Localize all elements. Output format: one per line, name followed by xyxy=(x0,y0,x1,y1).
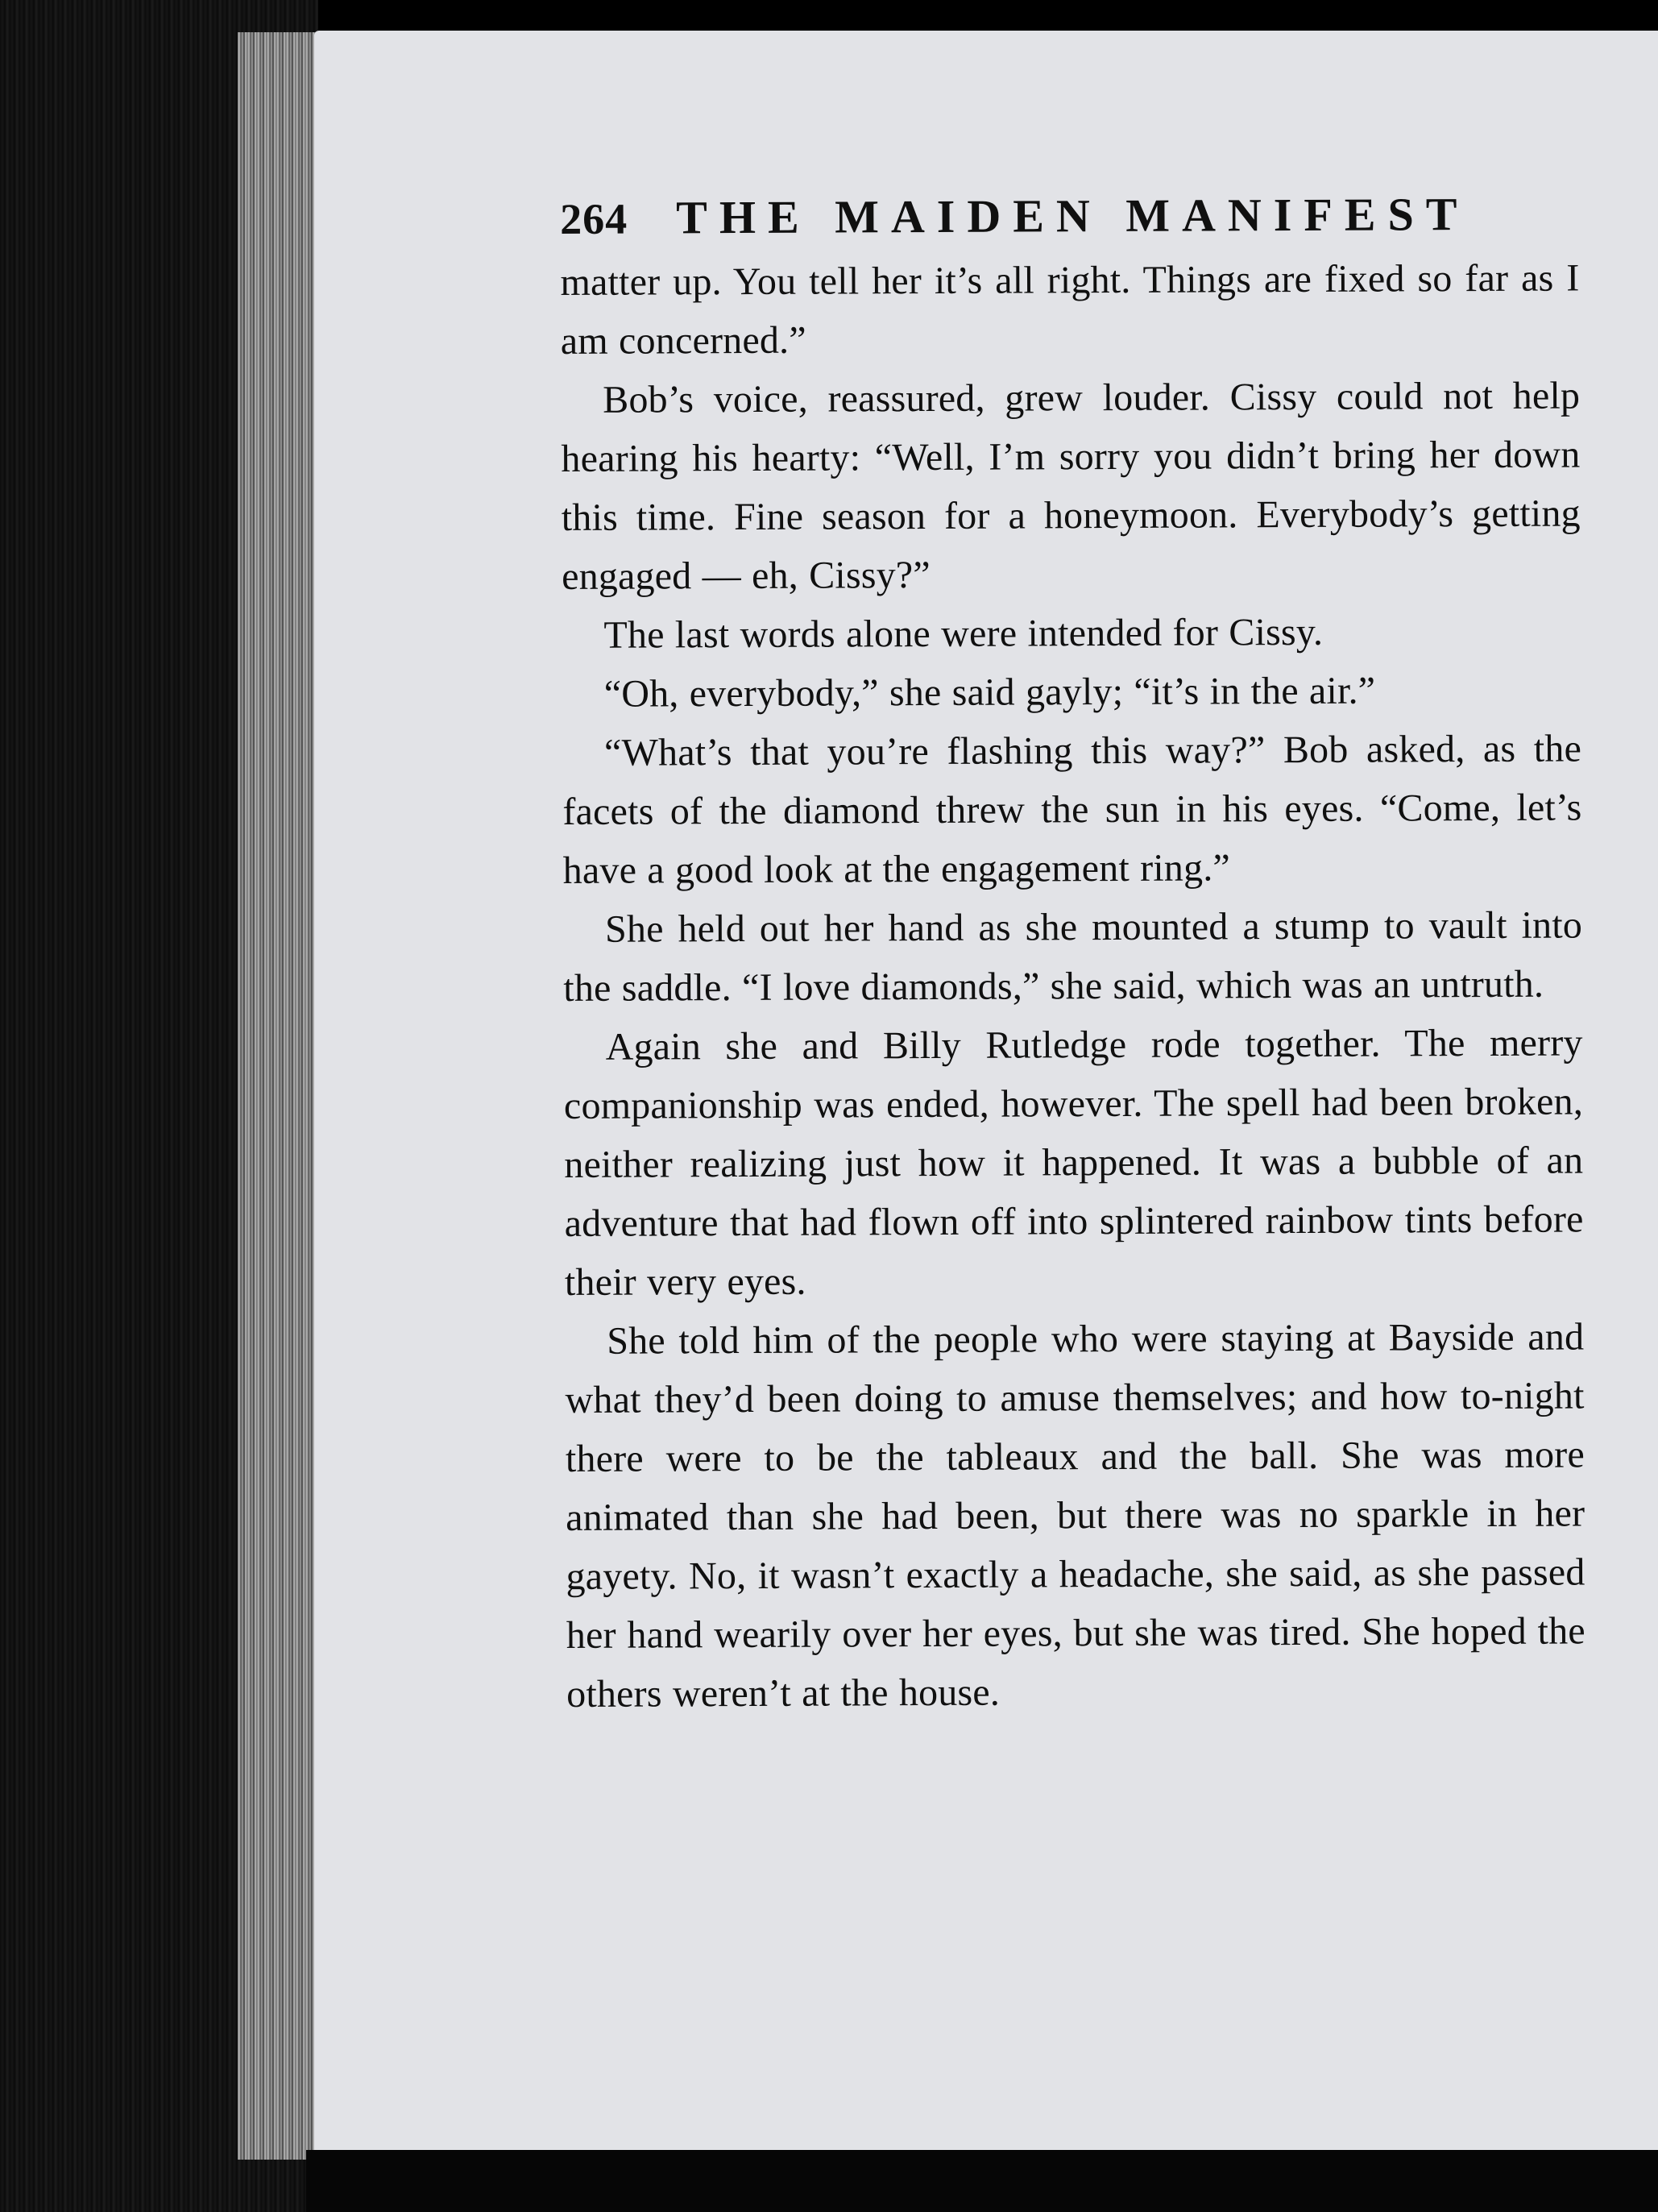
scan-bottom-border xyxy=(306,2150,1658,2212)
page-number: 264 xyxy=(560,194,628,243)
running-title: THE MAIDEN MANIFEST xyxy=(676,188,1469,244)
paragraph: “Oh, everybody,” she said gayly; “it’s in the air.” xyxy=(603,669,1376,716)
page-edges xyxy=(238,32,318,2160)
running-head xyxy=(560,179,1579,253)
paragraph: She told him of the people who were staying at Bayside and what they’d been doing to amuse themselves; and how to-night there were to be the tableaux and the ball. She was more animated than she had been, but there was no sparkle in her gayety. No, it wasn’t exactly a headache, she said, as she passed her hand wearily over her eyes, but she was tired. She hoped the others weren’t at the house. xyxy=(565,1315,1585,1716)
paragraph: Again she and Billy Rutledge rode together. The merry companionship was ended, however. The spell had been broken, neither realizing just how it happened. It was a bubble of an adventure that had flown off into splintered rainbow tints before their very eyes. xyxy=(563,1021,1584,1304)
page-text-block xyxy=(560,179,1585,1724)
paragraph: She held out her hand as she mounted a stump to vault into the saddle. “I love diamonds,” she said, which was an untruth. xyxy=(563,903,1583,1010)
paragraph: Bob’s voice, reassured, grew louder. Cissy could not help hearing his hearty: “Well, I’m sorry you didn’t bring her down this time. Fine season for a honeymoon. Everybody’s getting engaged — eh, Cissy?” xyxy=(561,374,1581,598)
paragraph: The last words alone were intended for Cissy. xyxy=(603,610,1324,657)
paragraph: “What’s that you’re flashing this way?” Bob asked, as the facets of the diamond threw the sun in his eyes. “Come, let’s have a good look at the engagement ring.” xyxy=(562,727,1582,892)
paragraph: matter up. You tell her it’s all right. Things are fixed so far as I am concerned.” xyxy=(560,256,1580,363)
